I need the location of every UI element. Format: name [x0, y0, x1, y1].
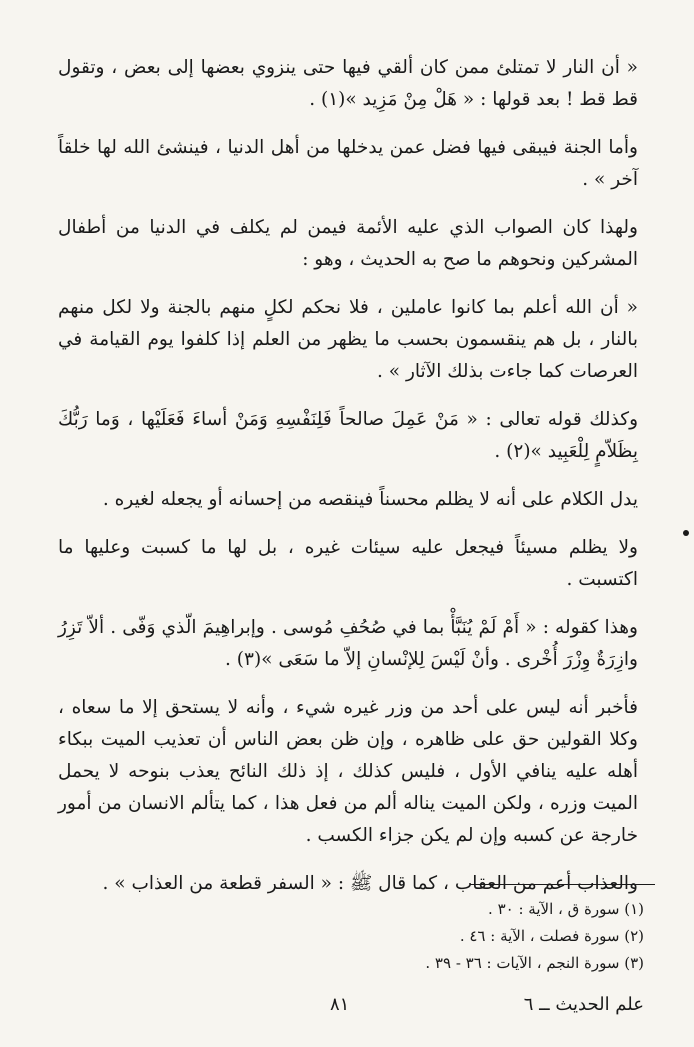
- footnotes: [244, 896, 644, 977]
- footnote-1: (١) سورة ق ، الآية : ٣٠ .: [488, 900, 644, 918]
- paragraph-6: يدل الكلام على أنه لا يظلم محسناً فينقصه من إحسانه أو يجعله لغيره .: [102, 489, 638, 510]
- paragraph-8: وهذا كقوله : « أَمْ لَمْ يُنَبَّأْ بما في صُحُفِ مُوسى . وإبراهِيمَ الّذي وَفّى . ألاّ تَزِرُ وازِرَةٌ وِزْرَ أُخْرى . وأنْ لَيْسَ لِلإنْسانِ إلاّ ما سَعَى »(٣) .: [58, 617, 638, 670]
- footnote-divider: [470, 884, 655, 885]
- paragraph-7: ولا يظلم مسيئاً فيجعل عليه سيئات غيره ، بل لها ما كسبت وعليها ما اكتسبت .: [58, 537, 638, 590]
- paragraph-3: ولهذا كان الصواب الذي عليه الأئمة فيمن لم يكلف في الدنيا من أطفال المشركين ونحوهم ما صح به الحديث ، وهو :: [58, 217, 638, 270]
- running-title: علم الحديث ــ ٦: [523, 994, 644, 1015]
- main-text: [58, 52, 638, 916]
- paragraph-1: « أن النار لا تمتلئ ممن كان ألقي فيها حتى ينزوي بعضها إلى بعض ، وتقول قط قط ! بعد قولها : « هَلْ مِنْ مَزِيد »(١) .: [58, 57, 639, 110]
- paragraph-9: فأخبر أنه ليس على أحد من وزر غيره شيء ، وأنه لا يستحق إلا ما سعاه ، وكلا القولين حق على ظاهره ، وإن ظن بعض الناس أن تعذيب الميت ببكاء أهله عليه ينافي الأول ، فليس كذلك ، إذ ذلك النائح يعذب بنوحه لا يحمل الميت وزره ، ولكن الميت يناله ألم من فعل هذا ، كما يتألم الانسان من أمور خارجة عن كسبه وإن لم يكن جزاء الكسب .: [58, 697, 638, 846]
- paragraph-4: « أن الله أعلم بما كانوا عاملين ، فلا نحكم لكلٍ منهم بالجنة ولا لكل منهم بالنار ، بل هم ينقسمون بحسب ما يظهر من العلم إذا كلفوا يوم القيامة في العرصات كما جاءت بذلك الآثار » .: [58, 297, 638, 382]
- margin-dot: [683, 530, 689, 536]
- paragraph-5: وكذلك قوله تعالى : « مَنْ عَمِلَ صالحاً فَلِنَفْسِهِ وَمَنْ أساءَ فَعَلَيْها ، وَما رَبُّكَ بِظَلاّمٍ لِلْعَبِيد »(٢) .: [58, 409, 638, 462]
- paragraph-2: وأما الجنة فيبقى فيها فضل عمن يدخلها من أهل الدنيا ، فينشئ الله لها خلقاً آخر » .: [58, 137, 638, 190]
- page-number: ٨١: [330, 994, 350, 1015]
- footnote-2: (٢) سورة فصلت ، الآية : ٤٦ .: [459, 927, 644, 945]
- footnote-3: (٣) سورة النجم ، الآيات : ٣٦ - ٣٩ .: [425, 954, 644, 972]
- paragraph-10: والعذاب أعم من العقاب ، كما قال ﷺ : « السفر قطعة من العذاب » .: [102, 873, 638, 894]
- page-footer: [0, 994, 694, 1022]
